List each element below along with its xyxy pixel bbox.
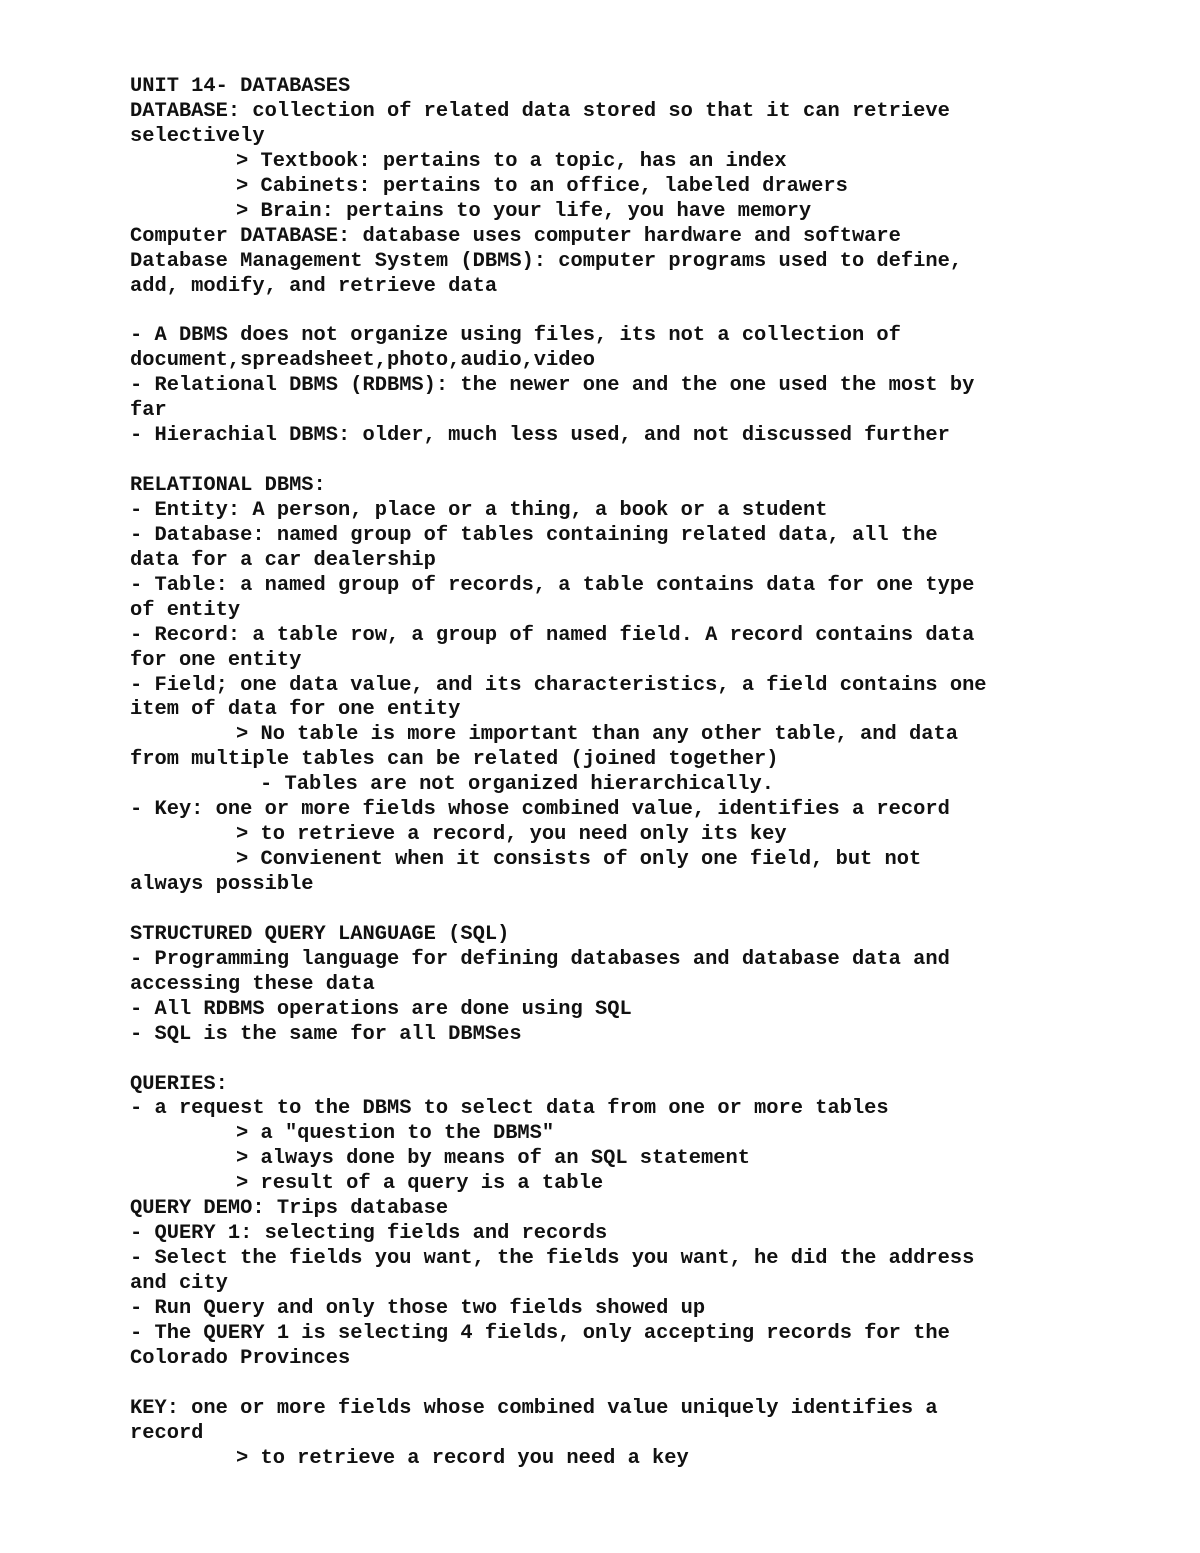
text-line: - SQL is the same for all DBMSes (130, 1022, 522, 1046)
bullet-line: > Textbook: pertains to a topic, has an index (236, 149, 787, 173)
blank-line (130, 898, 1130, 923)
text-line: - QUERY 1: selecting fields and records (130, 1222, 608, 1246)
section-heading: RELATIONAL DBMS: (130, 474, 326, 497)
text-line: - Database: named group of tables containing related data, all the (130, 523, 938, 547)
text-line: - Hierachial DBMS: older, much less used, and not discussed further (130, 424, 950, 448)
text-line: Database Management System (DBMS): computer programs used to define, (130, 249, 963, 273)
text-line: Computer DATABASE: database uses computer hardware and software (130, 224, 901, 248)
text-line: - a request to the DBMS to select data from one or more tables (130, 1097, 889, 1121)
bullet-line: > to retrieve a record, you need only its key (236, 823, 787, 847)
text-line: for one entity (130, 648, 302, 672)
text-line: - Table: a named group of records, a table contains data for one type (130, 573, 975, 597)
bullet-line: > to retrieve a record you need a key (236, 1446, 689, 1470)
section-heading: KEY: one or more fields whose combined value uniquely identifies a (130, 1396, 938, 1420)
sub-bullet-line: - Tables are not organized hierarchically. (260, 773, 774, 797)
text-line: record (130, 1421, 204, 1445)
text-line: - Run Query and only those two fields showed up (130, 1296, 706, 1320)
bullet-line: > always done by means of an SQL statement (236, 1147, 750, 1171)
unit-title: UNIT 14- DATABASES (130, 75, 351, 98)
bullet-line: > a "question to the DBMS" (236, 1122, 555, 1146)
section-heading: QUERY DEMO: Trips database (130, 1197, 449, 1221)
text-line: far (130, 399, 167, 423)
section-heading: STRUCTURED QUERY LANGUAGE (SQL) (130, 922, 510, 946)
text-line: - Field; one data value, and its characteristics, a field contains one (130, 673, 987, 697)
text-line: - All RDBMS operations are done using SQL (130, 997, 632, 1021)
text-line: - Entity: A person, place or a thing, a book or a student (130, 498, 828, 522)
bullet-line: > result of a query is a table (236, 1172, 604, 1196)
blank-line (130, 1048, 1130, 1073)
text-line: Colorado Provinces (130, 1346, 351, 1370)
text-line: and city (130, 1272, 228, 1295)
text-line: of entity (130, 598, 241, 622)
text-line: - Relational DBMS (RDBMS): the newer one and the one used the most by (130, 374, 975, 398)
bullet-line: > Cabinets: pertains to an office, labeled drawers (236, 174, 848, 198)
text-line: document,spreadsheet,photo,audio,video (130, 349, 595, 373)
text-line: item of data for one entity (130, 698, 461, 722)
text-line: selectively (130, 124, 265, 148)
blank-line (130, 1372, 1130, 1397)
blank-line (130, 449, 1130, 474)
text-line: - Select the fields you want, the fields you want, he did the address (130, 1247, 975, 1271)
blank-line (130, 299, 1130, 324)
bullet-line: > Brain: pertains to your life, you have memory (236, 199, 812, 223)
text-line: from multiple tables can be related (joined together) (130, 748, 779, 772)
text-line: DATABASE: collection of related data stored so that it can retrieve (130, 99, 950, 123)
text-line: data for a car dealership (130, 548, 436, 572)
text-line: - Programming language for defining databases and database data and (130, 947, 950, 971)
text-line: accessing these data (130, 972, 375, 996)
text-line: - Record: a table row, a group of named field. A record contains data (130, 623, 975, 647)
bullet-line: > Convienent when it consists of only one field, but not (236, 848, 922, 872)
text-line: add, modify, and retrieve data (130, 274, 498, 298)
text-line: - Key: one or more fields whose combined value, identifies a record (130, 798, 950, 822)
text-line: always possible (130, 873, 314, 896)
text-line: - The QUERY 1 is selecting 4 fields, only accepting records for the (130, 1321, 950, 1345)
text-line: - A DBMS does not organize using files, its not a collection of (130, 324, 901, 348)
bullet-line: > No table is more important than any other table, and data (236, 723, 958, 747)
document-page (130, 75, 1130, 1472)
section-heading: QUERIES: (130, 1072, 228, 1096)
